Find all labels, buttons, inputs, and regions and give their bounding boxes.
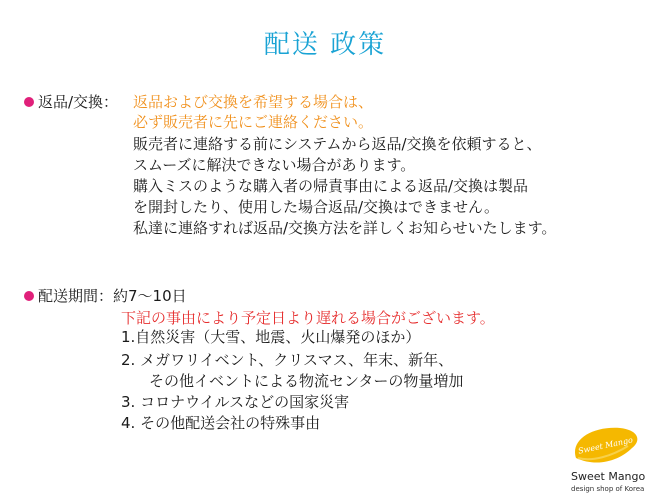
shipping-bullet: [24, 291, 34, 301]
returns-body-line-5: 私達に連絡すれば返品/交換方法を詳しくお知らせいたします。: [133, 219, 557, 237]
shipping-item-2: 2. メガワリイベント、クリスマス、年末、新年、: [121, 351, 454, 369]
returns-bullet: [24, 97, 34, 107]
returns-body-line-1: 販売者に連絡する前にシステムから返品/交換を依頼すると、: [133, 135, 542, 153]
shipping-warning: 下記の事由により予定日より遅れる場合がございます。: [121, 309, 495, 327]
page-title: 配送 政策: [263, 30, 387, 60]
shipping-item-4: 4. その他配送会社の特殊事由: [121, 414, 321, 432]
brand-tagline: design shop of Korea: [571, 485, 645, 493]
returns-body-line-3: 購入ミスのような購入者の帰責事由による返品/交換は製品: [133, 177, 529, 195]
brand-name: Sweet Mango: [571, 470, 646, 483]
returns-label: 返品/交換：: [38, 93, 119, 111]
shipping-item-3: 3. コロナウイルスなどの国家災害: [121, 393, 350, 411]
returns-body-line-4: を開封したり、使用した場合返品/交換はできません。: [133, 198, 499, 216]
returns-body-line-2: スムーズに解決できない場合があります。: [133, 156, 416, 174]
logo-mark-text: Sweet Mango: [577, 435, 634, 456]
shipping-item-2-cont: その他イベントによる物流センターの物量増加: [149, 372, 464, 390]
returns-highlight-line-1: 返品および交換を希望する場合は、: [133, 93, 374, 111]
shipping-item-1: 1.自然災害（大雪、地震、火山爆発のほか）: [121, 328, 421, 346]
shipping-label: 配送期間：約7～10日: [38, 287, 187, 305]
returns-highlight-line-2: 必ず販売者に先にご連絡ください。: [133, 113, 374, 131]
